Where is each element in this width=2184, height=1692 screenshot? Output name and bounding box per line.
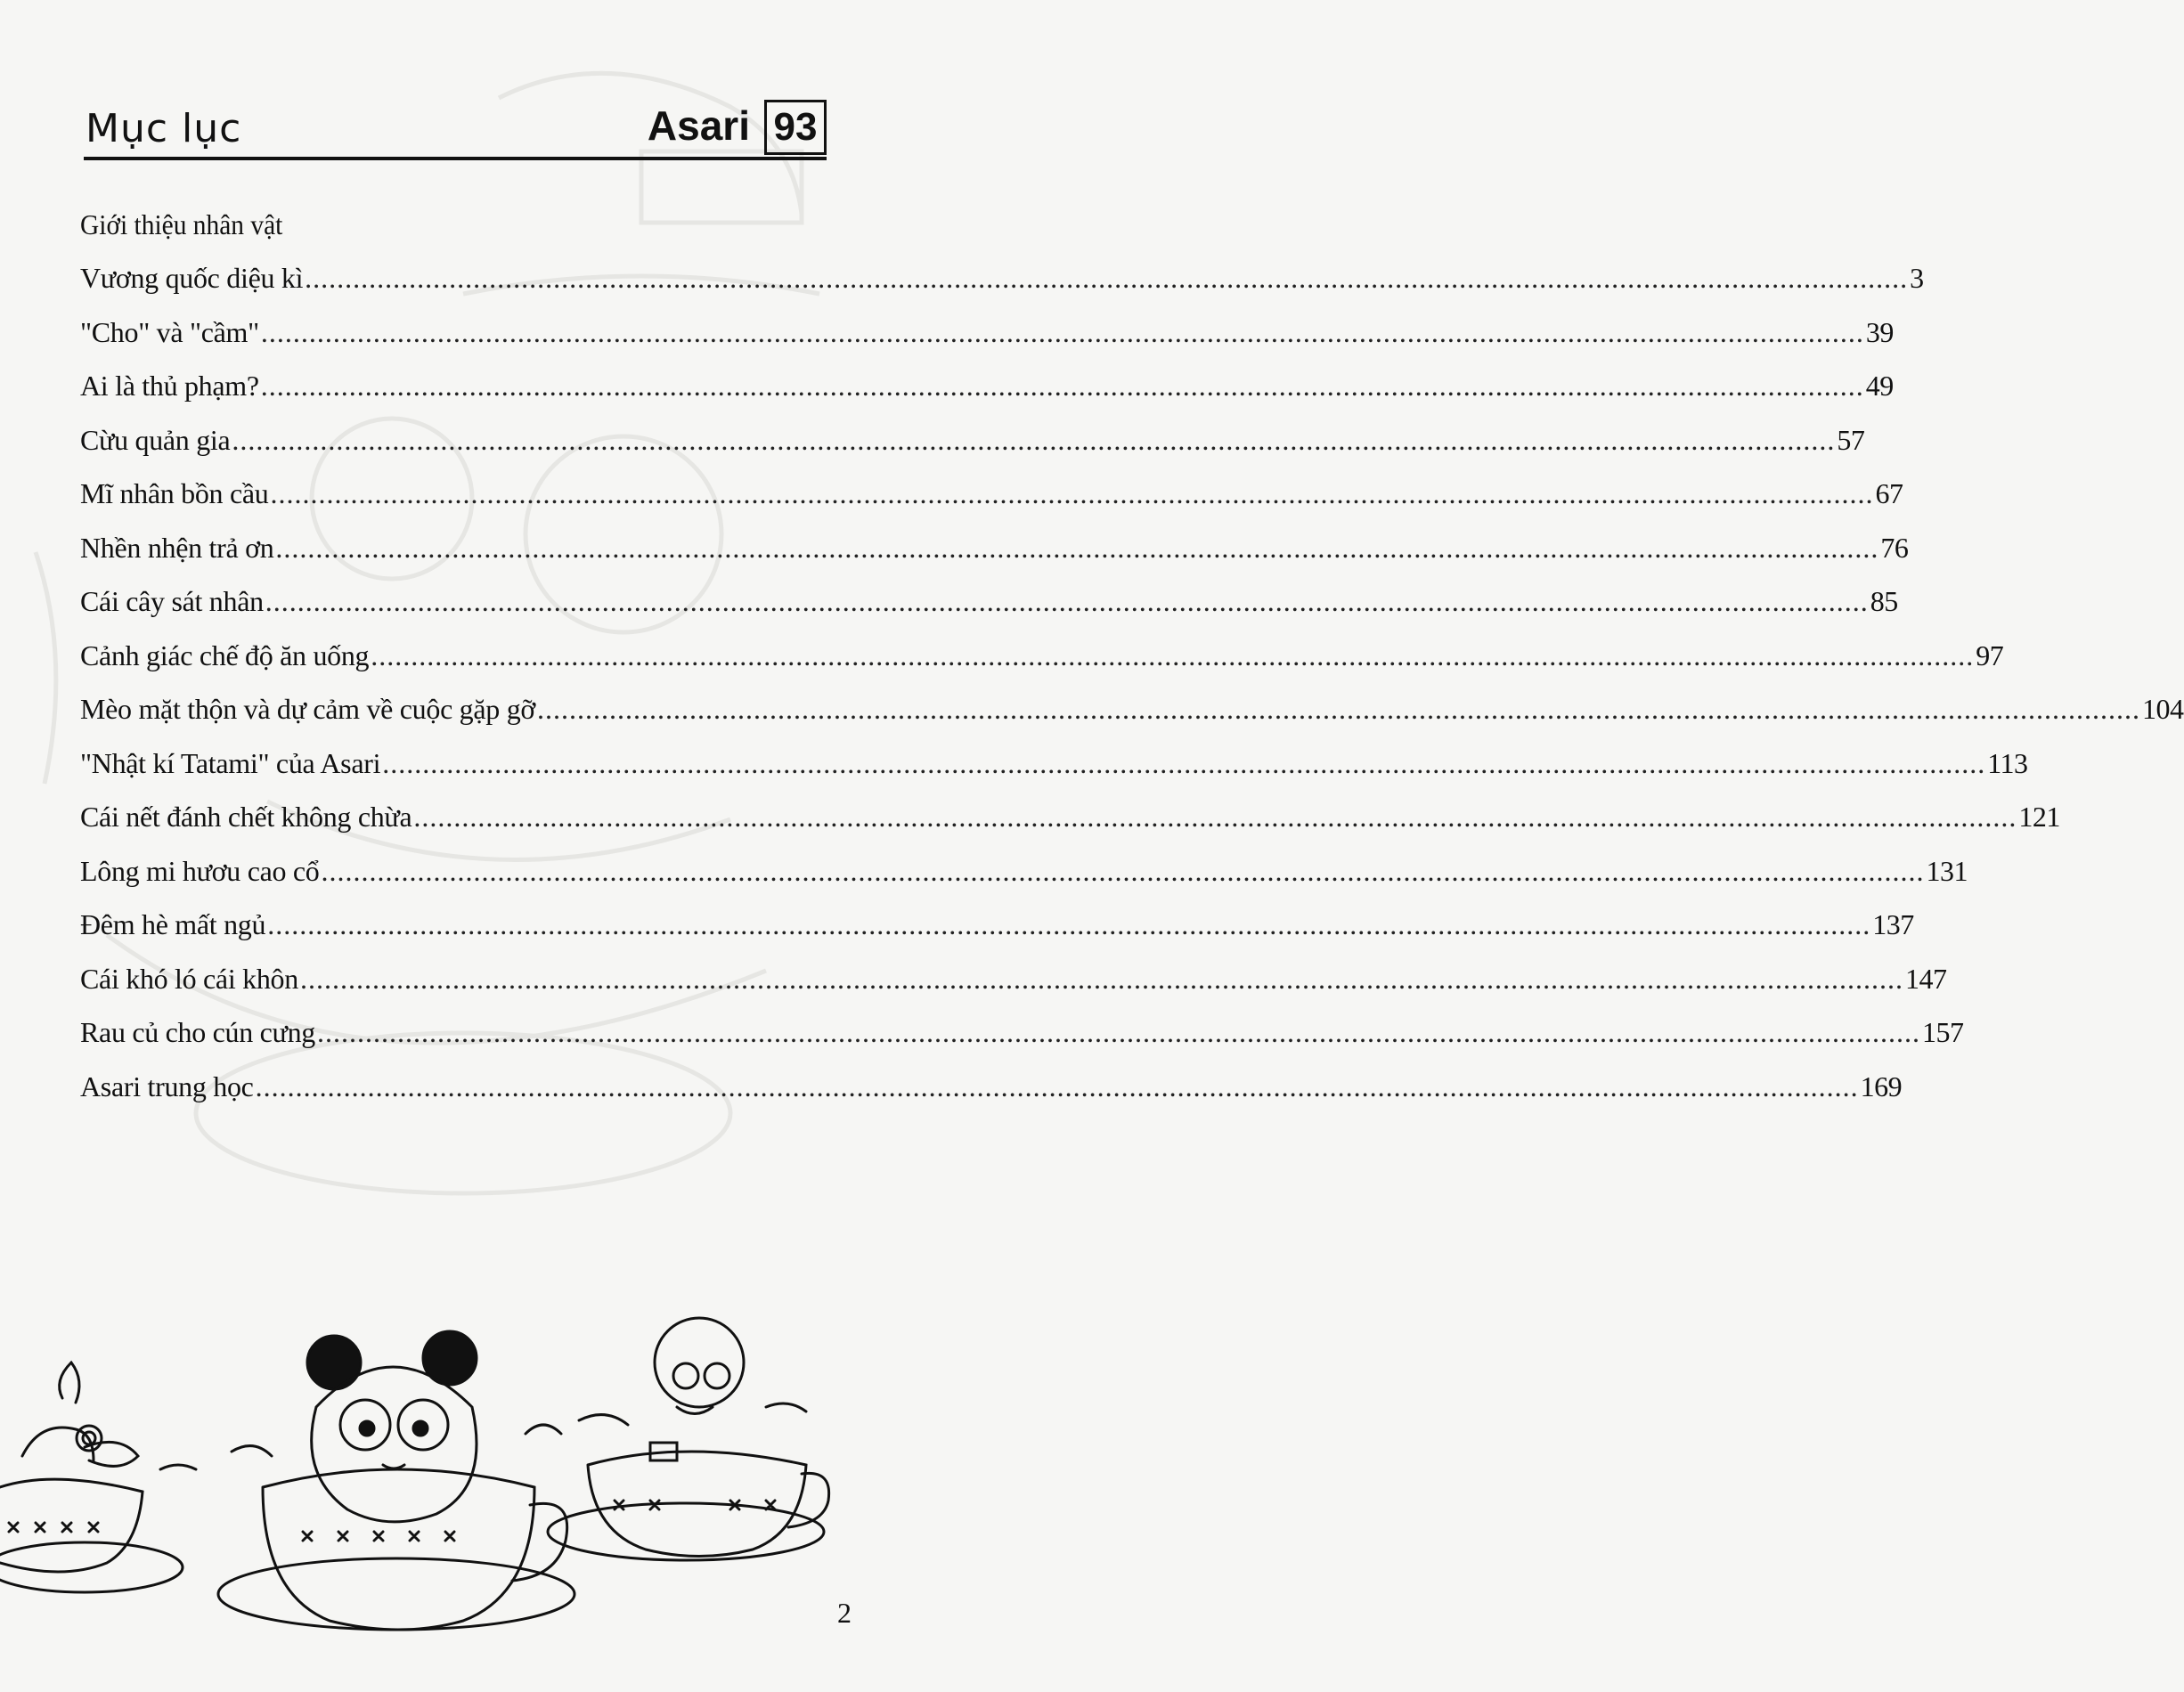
page-number: 2 [837, 1597, 852, 1629]
toc-entry-title: Mĩ nhân bồn cầu [80, 477, 269, 509]
toc-entry-title: "Cho" và "cầm" [80, 315, 259, 348]
toc-leader-dots: ........................................................................................................................................................................................................ [270, 477, 1874, 509]
toc-entry-page: 147 [1904, 962, 1947, 995]
toc-entry-page: 39 [1865, 315, 1894, 348]
teacup-characters-illustration [0, 1265, 923, 1639]
toc-leader-dots: ........................................................................................................................................................................................................ [371, 639, 1975, 671]
toc-entry [80, 898, 1914, 952]
toc-entry-title: Vương quốc diệu kì [80, 262, 304, 294]
toc-leader-dots: ........................................................................................................................................................................................................ [321, 854, 1925, 887]
table-of-contents [80, 198, 2184, 1113]
toc-entry [80, 736, 2028, 791]
toc-leader-dots: ........................................................................................................................................................................................................ [382, 746, 1986, 779]
toc-entry-page: 104 [2142, 693, 2184, 725]
toc-entry-page: 57 [1837, 423, 1865, 456]
toc-entry [80, 521, 1909, 575]
page-title: Mục lục [86, 106, 242, 151]
saucer-center [218, 1558, 575, 1630]
toc-entry-page: 97 [1976, 639, 2004, 671]
series-name: Asari [647, 102, 750, 149]
toc-entry [80, 305, 1894, 360]
toc-entry-title: "Nhật kí Tatami" của Asari [80, 746, 381, 779]
toc-leader-dots: ........................................................................................................................................................................................................ [267, 908, 1871, 940]
toc-leader-dots: ........................................................................................................................................................................................................ [299, 962, 1903, 995]
toc-entry [80, 467, 1903, 521]
toc-leader-dots: ........................................................................................................................................................................................................ [232, 423, 1836, 456]
toc-leader-dots: ........................................................................................................................................................................................................ [260, 315, 1864, 348]
page-header [84, 89, 827, 160]
toc-heading: Giới thiệu nhân vật [80, 208, 283, 240]
toc-entry-title: Mèo mặt thộn và dự cảm về cuộc gặp gỡ [80, 693, 536, 725]
toc-entry-title: Cái nết đánh chết không chừa [80, 801, 412, 833]
toc-entry [80, 1005, 1964, 1060]
toc-entry-title: Cừu quản gia [80, 423, 231, 456]
toc-leader-dots: ........................................................................................................................................................................................................ [537, 693, 2141, 725]
toc-entry-page: 3 [1910, 262, 1924, 294]
toc-entry-title: Cái khó ló cái khôn [80, 962, 298, 995]
toc-entry-page: 157 [1922, 1016, 1964, 1048]
toc-entry [80, 574, 1898, 629]
toc-entry-page: 67 [1875, 477, 1903, 509]
toc-entry-page: 169 [1860, 1070, 1903, 1102]
toc-entry-title: Đêm hè mất ngủ [80, 908, 266, 940]
toc-entry-page: 85 [1870, 585, 1898, 617]
volume-number-box: 93 [764, 100, 827, 155]
toc-leader-dots: ........................................................................................................................................................................................................ [305, 262, 1909, 294]
toc-entry-page: 137 [1872, 908, 1914, 940]
toc-entry-page: 49 [1865, 370, 1894, 402]
toc-entry-page: 113 [1987, 746, 2028, 779]
toc-entry-page: 121 [2018, 801, 2060, 833]
toc-entry-title: Ai là thủ phạm? [80, 370, 259, 402]
toc-entry-title: Cái cây sát nhân [80, 585, 264, 617]
toc-entry-page: 131 [1926, 854, 1968, 887]
toc-leader-dots: ........................................................................................................................................................................................................ [413, 801, 2017, 833]
toc-entry [80, 629, 2004, 683]
toc-entry [80, 682, 2184, 736]
toc-entry [80, 790, 2060, 844]
toc-entry-title: Lông mi hươu cao cổ [80, 854, 320, 887]
toc-leader-dots: ........................................................................................................................................................................................................ [275, 531, 1879, 564]
toc-entry [80, 1060, 1903, 1114]
toc-list [80, 251, 2184, 1113]
toc-leader-dots: ........................................................................................................................................................................................................ [265, 585, 1869, 617]
toc-entry-title: Nhền nhện trả ơn [80, 531, 274, 564]
toc-entry [80, 952, 1947, 1006]
header-divider [84, 157, 827, 160]
toc-leader-dots: ........................................................................................................................................................................................................ [255, 1070, 1859, 1102]
toc-entry [80, 359, 1894, 413]
toc-entry [80, 413, 1865, 468]
toc-leader-dots: ........................................................................................................................................................................................................ [317, 1016, 1921, 1048]
toc-entry-page: 76 [1880, 531, 1909, 564]
toc-leader-dots: ........................................................................................................................................................................................................ [260, 370, 1864, 402]
toc-entry [80, 251, 1924, 305]
toc-entry-title: Cảnh giác chế độ ăn uống [80, 639, 370, 671]
toc-entry-title: Rau củ cho cún cưng [80, 1016, 316, 1048]
toc-entry-title: Asari trung học [80, 1070, 254, 1102]
toc-entry [80, 844, 1968, 899]
